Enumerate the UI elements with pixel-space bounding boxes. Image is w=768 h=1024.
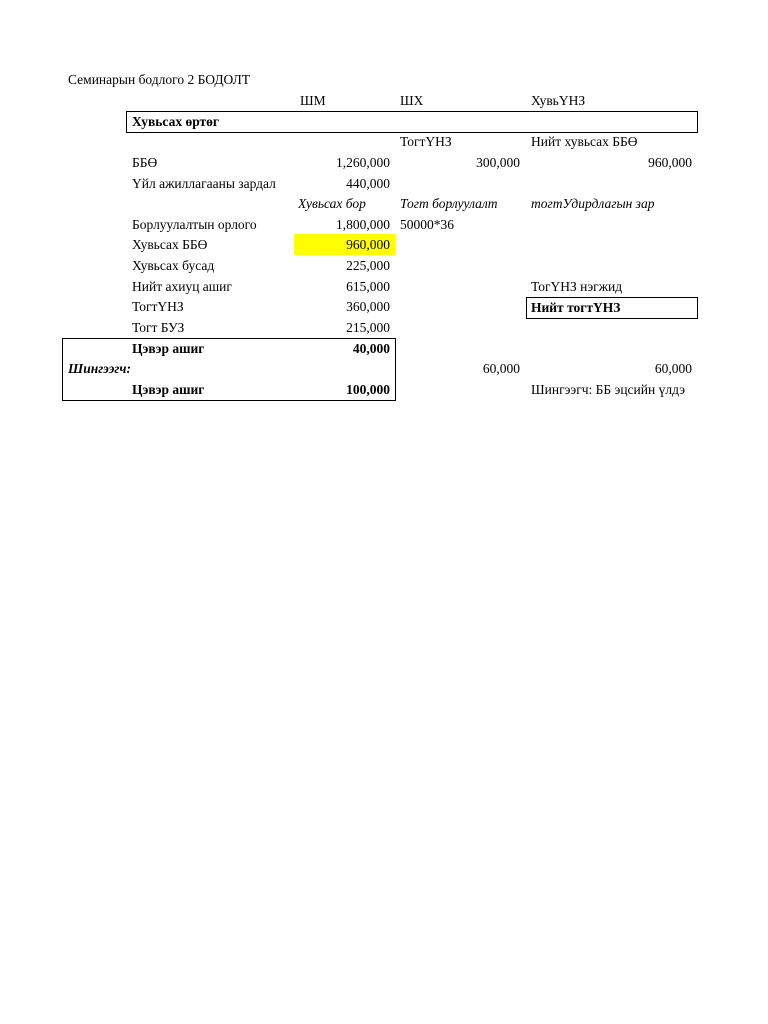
section-title: Хувьсах өртөг xyxy=(132,114,220,129)
row-fixed-admin-label: Тогт БУЗ xyxy=(132,320,185,335)
row-contribution-margin-label: Нийт ахиуц ашиг xyxy=(132,279,232,294)
row-bbu-huv: 960,000 xyxy=(648,155,692,170)
row-absorption-huv: 60,000 xyxy=(654,361,692,376)
row-variable-other-shm: 225,000 xyxy=(346,258,390,273)
row-variable-cogs-shm[interactable]: 960,000 xyxy=(346,237,390,252)
row-bbu-shh: 300,000 xyxy=(476,155,520,170)
label-niit-huvisah-bbu: Нийт хувьсах ББӨ xyxy=(531,134,638,149)
row-absorption-label: Шингээгч: xyxy=(68,361,131,376)
subheader-huvisah-bor: Хувьсах бор xyxy=(298,196,366,211)
row-absorption-note: Шингээгч: ББ эцсийн үлдэ xyxy=(531,382,686,397)
col-header-shm: ШМ xyxy=(300,93,326,108)
row-contribution-margin-huv: ТогҮНЗ нэгжид xyxy=(531,279,623,294)
col-header-huv-unz: ХувьҮНЗ xyxy=(531,93,586,108)
row-variable-cogs-label: Хувьсах ББӨ xyxy=(132,237,208,252)
row-absorption-shh: 60,000 xyxy=(482,361,520,376)
row-sales-revenue-label: Борлуулалтын орлого xyxy=(132,217,257,232)
row-variable-other-label: Хувьсах бусад xyxy=(132,258,215,273)
row-fixed-overhead-label: ТогтҮНЗ xyxy=(132,299,184,314)
row-bbu-shm: 1,260,000 xyxy=(336,155,390,170)
row-fixed-overhead-shm: 360,000 xyxy=(346,299,390,314)
row-contribution-margin-shm: 615,000 xyxy=(346,279,390,294)
row-sales-revenue-shm: 1,800,000 xyxy=(336,217,390,232)
sheet-title: Семинарын бодлого 2 БОДОЛТ xyxy=(68,72,251,87)
row-operating-expense-shm: 440,000 xyxy=(346,176,390,191)
row-net-income-absorption-label: Цэвэр ашиг xyxy=(132,382,205,397)
row-bbu-label: ББӨ xyxy=(132,155,158,170)
col-header-shh: ШХ xyxy=(400,93,424,108)
row-net-income-absorption-shm: 100,000 xyxy=(346,382,390,397)
subheader-togt-udirdlagyn-zar: тогтУдирдлагын зар xyxy=(531,196,655,211)
row-operating-expense-label: Үйл ажиллагааны зардал xyxy=(132,176,276,191)
row-sales-revenue-shh: 50000*36 xyxy=(400,217,454,232)
row-net-income-shm: 40,000 xyxy=(352,341,390,356)
row-fixed-admin-shm: 215,000 xyxy=(346,320,390,335)
subheader-togt-borluulalt: Тогт борлуулалт xyxy=(400,196,498,211)
label-toggt-unz: ТогтҮНЗ xyxy=(400,134,452,149)
row-net-income-label: Цэвэр ашиг xyxy=(132,341,205,356)
total-fixed-overhead-label: Нийт тогтҮНЗ xyxy=(531,300,621,315)
